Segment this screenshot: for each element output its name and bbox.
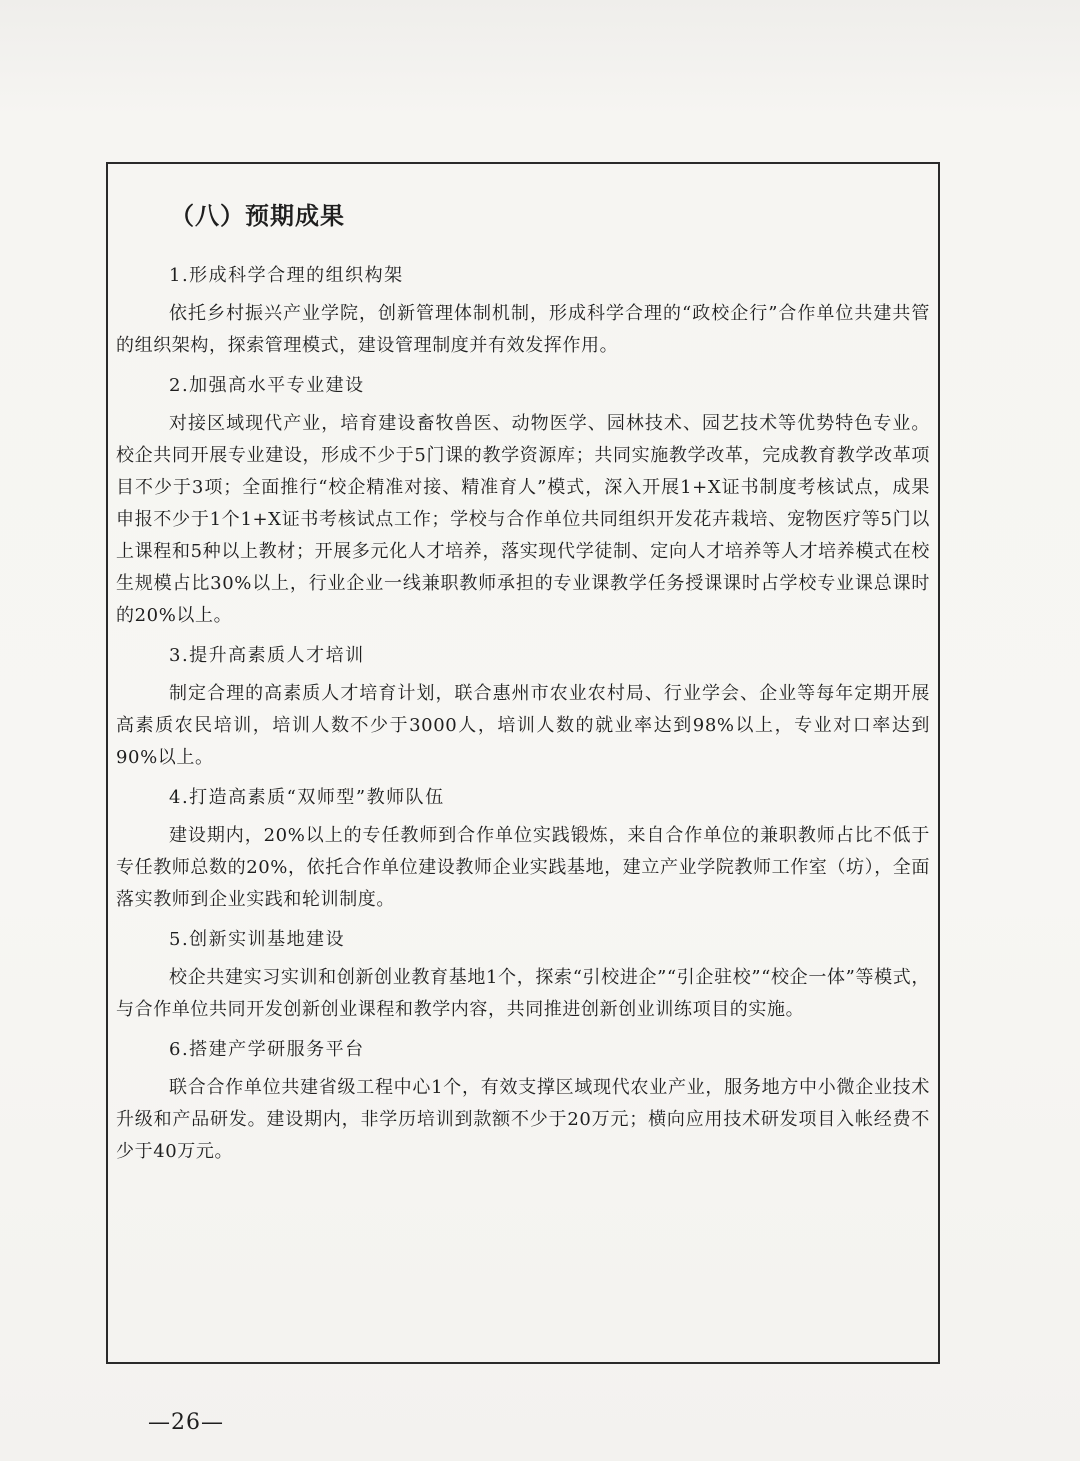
item-paragraph-6: 联合合作单位共建省级工程中心1个，有效支撑区域现代农业产业，服务地方中小微企业技术升级和产品研发。建设期内，非学历培训到款额不少于20万元；横向应用技术研发项目入帐经费不少于40万元。 [116, 1077, 930, 1162]
item-heading-2: 2.加强高水平专业建设 [169, 375, 365, 396]
item-heading-6: 6.搭建产学研服务平台 [169, 1039, 365, 1060]
item-paragraph-2: 对接区域现代产业，培育建设畜牧兽医、动物医学、园林技术、园艺技术等优势特色专业。校企共同开展专业建设，形成不少于5门课的教学资源库；共同实施教学改革，完成教育教学改革项目不少于3项；全面推行“校企精准对接、精准育人”模式，深入开展1+X证书制度考核试点，成果申报不少于1个1+X证书考核试点工作；学校与合作单位共同组织开发花卉栽培、宠物医疗等5门以上课程和5种以上教材；开展多元化人才培养，落实现代学徒制、定向人才培养等人才培养模式在校生规模占比30%以上，行业企业一线兼职教师承担的专业课教学任务授课课时占学校专业课总课时的20%以上。 [116, 413, 930, 626]
section-title: （八）预期成果 [170, 201, 345, 230]
item-paragraph-5: 校企共建实习实训和创新创业教育基地1个，探索“引校进企”“引企驻校”“校企一体”等模式，与合作单位共同开发创新创业课程和教学内容，共同推进创新创业训练项目的实施。 [116, 967, 930, 1020]
page-number: —26— [148, 1410, 224, 1435]
item-paragraph-4: 建设期内，20%以上的专任教师到合作单位实践锻炼，来自合作单位的兼职教师占比不低于专任教师总数的20%，依托合作单位建设教师企业实践基地，建立产业学院教师工作室（坊），全面落实教师到企业实践和轮训制度。 [116, 825, 931, 910]
item-heading-4: 4.打造高素质“双师型”教师队伍 [169, 787, 445, 808]
document-body [116, 252, 934, 1168]
item-paragraph-3: 制定合理的高素质人才培育计划，联合惠州市农业农村局、行业学会、企业等每年定期开展高素质农民培训，培训人数不少于3000人，培训人数的就业率达到98%以上，专业对口率达到90%以上。 [116, 683, 930, 768]
item-paragraph-1: 依托乡村振兴产业学院，创新管理体制机制，形成科学合理的“政校企行”合作单位共建共管的组织架构，探索管理模式，建设管理制度并有效发挥作用。 [116, 303, 930, 356]
item-heading-3: 3.提升高素质人才培训 [169, 645, 365, 666]
item-heading-5: 5.创新实训基地建设 [169, 929, 346, 950]
item-heading-1: 1.形成科学合理的组织构架 [169, 265, 404, 286]
